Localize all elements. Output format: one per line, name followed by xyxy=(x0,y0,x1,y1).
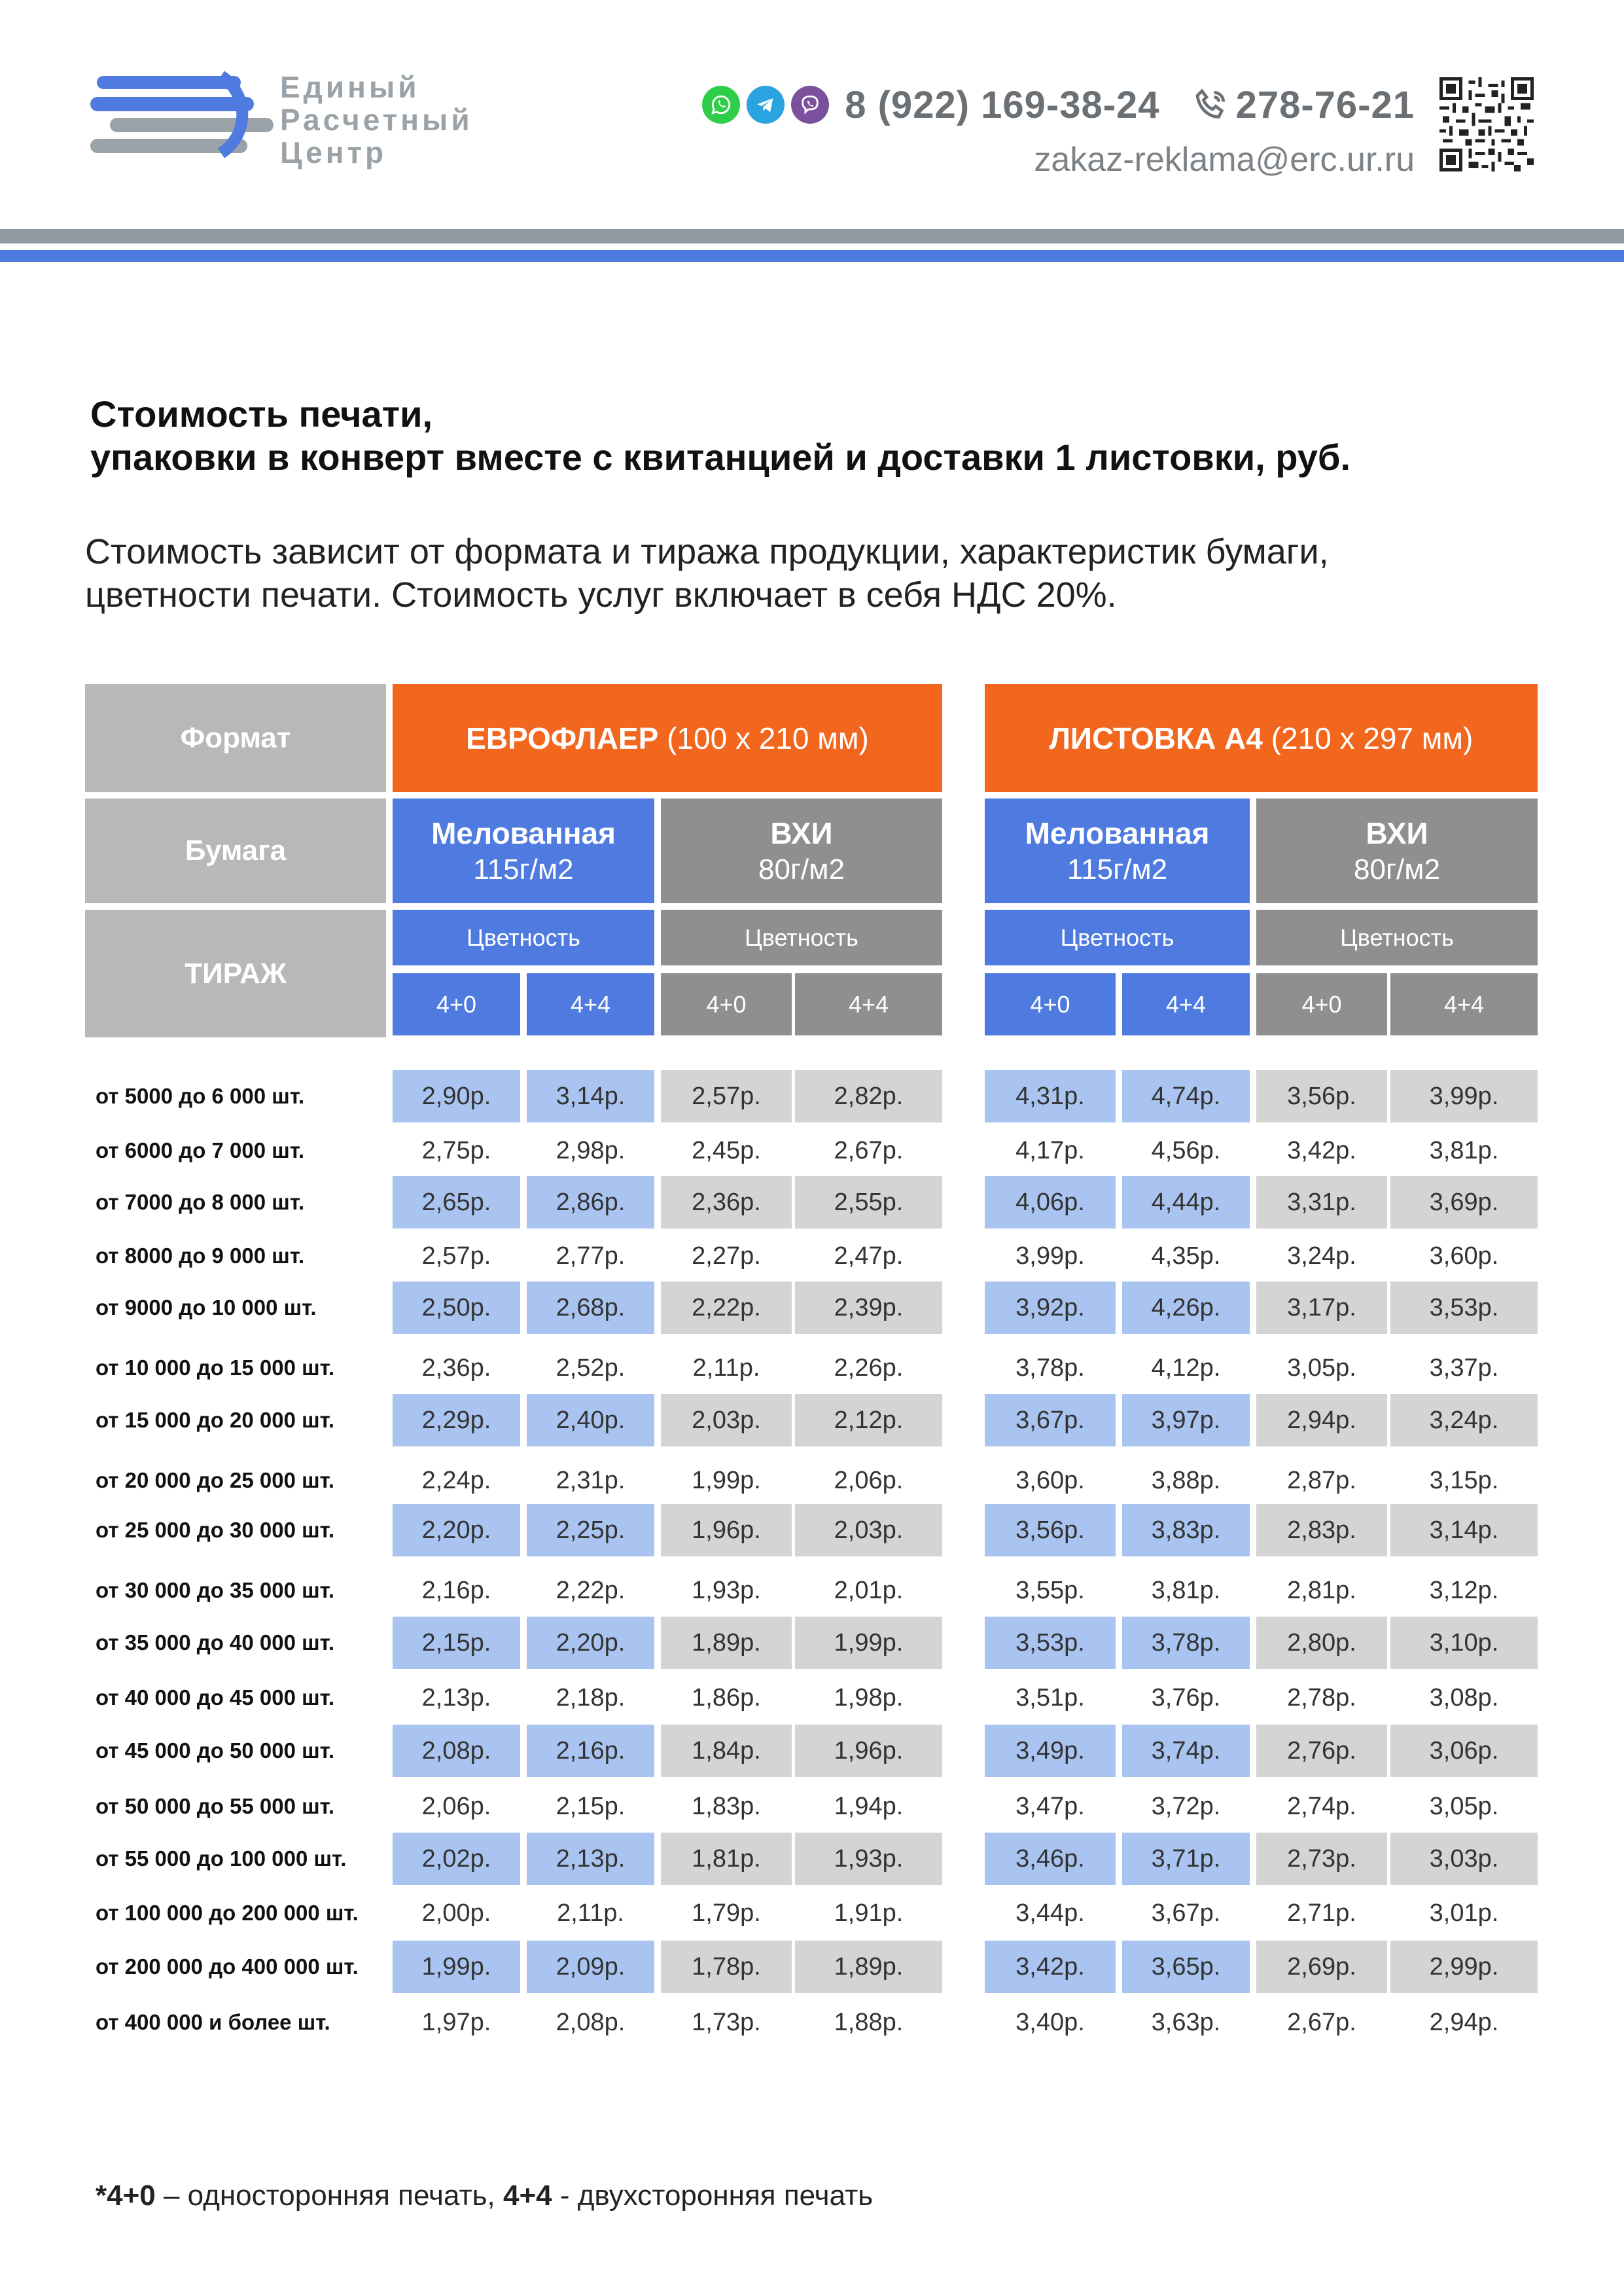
paper-weight: 80г/м2 xyxy=(758,853,845,886)
price-cell: 2,36р. xyxy=(661,1176,792,1229)
price-cell: 3,14р. xyxy=(527,1070,654,1122)
price-cell: 2,73р. xyxy=(1256,1833,1387,1885)
price-cell: 2,13р. xyxy=(421,1683,491,1712)
price-cell: 3,37р. xyxy=(1429,1354,1499,1382)
price-cell: 4,44р. xyxy=(1122,1176,1250,1229)
paper-weight: 115г/м2 xyxy=(473,853,574,886)
price-cell: 3,12р. xyxy=(1429,1576,1499,1604)
price-cell: 2,22р. xyxy=(556,1576,626,1604)
price-cell: 3,53р. xyxy=(985,1617,1116,1669)
price-cell: 4,26р. xyxy=(1122,1282,1250,1334)
header-color-label: Цветность xyxy=(393,910,654,965)
price-cell: 3,46р. xyxy=(985,1833,1116,1885)
subtitle-line: цветности печати. Стоимость услуг включает в себя НДС 20%. xyxy=(85,575,1117,615)
footnote-double-mark: 4+4 xyxy=(503,2179,552,2212)
price-cell: 2,52р. xyxy=(556,1354,626,1382)
price-cell: 3,24р. xyxy=(1390,1394,1538,1446)
email-link[interactable]: zakaz-reklama@erc.ur.ru xyxy=(1034,141,1415,179)
price-cell: 3,53р. xyxy=(1390,1282,1538,1334)
price-cell: 2,06р. xyxy=(834,1466,904,1494)
price-cell: 2,57р. xyxy=(421,1242,491,1270)
price-cell: 3,78р. xyxy=(1122,1617,1250,1669)
price-cell: 1,83р. xyxy=(692,1792,761,1820)
price-cell: 3,99р. xyxy=(1015,1242,1085,1270)
header-divider-blue xyxy=(0,250,1624,262)
paper-name: ВХИ xyxy=(770,816,833,850)
price-cell: 1,97р. xyxy=(421,2008,491,2036)
price-cell: 1,93р. xyxy=(795,1833,942,1885)
price-cell: 3,72р. xyxy=(1151,1792,1221,1820)
price-cell: 3,14р. xyxy=(1390,1504,1538,1556)
price-cell: 3,60р. xyxy=(1015,1466,1085,1494)
row-label: от 5000 до 6 000 шт. xyxy=(96,1084,305,1108)
header-divider-gray xyxy=(0,229,1624,243)
format-euroflyer-size: (100 х 210 мм) xyxy=(667,721,869,755)
price-cell: 3,63р. xyxy=(1151,2008,1221,2036)
row-label: от 55 000 до 100 000 шт. xyxy=(96,1846,347,1871)
row-label: от 400 000 и более шт. xyxy=(96,2010,330,2034)
price-cell: 4,31р. xyxy=(985,1070,1116,1122)
price-cell: 2,94р. xyxy=(1429,2008,1499,2036)
price-cell: 3,03р. xyxy=(1390,1833,1538,1885)
price-cell: 1,99р. xyxy=(692,1466,761,1494)
price-cell: 3,81р. xyxy=(1429,1136,1499,1164)
row-label: от 35 000 до 40 000 шт. xyxy=(96,1630,335,1655)
price-cell: 1,96р. xyxy=(795,1725,942,1777)
price-cell: 2,18р. xyxy=(556,1683,626,1712)
row-label: от 10 000 до 15 000 шт. xyxy=(96,1355,335,1380)
price-cell: 2,11р. xyxy=(557,1899,624,1927)
price-cell: 3,47р. xyxy=(1015,1792,1085,1820)
price-cell: 3,78р. xyxy=(1015,1354,1085,1382)
subtitle-line: Стоимость зависит от формата и тиража продукции, характеристик бумаги, xyxy=(85,532,1329,571)
price-cell: 3,10р. xyxy=(1390,1617,1538,1669)
price-cell: 3,60р. xyxy=(1429,1242,1499,1270)
price-cell: 2,83р. xyxy=(1256,1504,1387,1556)
price-cell: 2,27р. xyxy=(692,1242,761,1270)
price-cell: 3,74р. xyxy=(1122,1725,1250,1777)
paper-name: ВХИ xyxy=(1366,816,1428,850)
price-cell: 1,91р. xyxy=(834,1899,904,1927)
price-cell: 2,69р. xyxy=(1256,1941,1387,1993)
header-run-label: ТИРАЖ xyxy=(85,910,386,1037)
price-cell: 2,16р. xyxy=(527,1725,654,1777)
price-cell: 2,67р. xyxy=(1287,2008,1356,2036)
header-paper-offset-euro xyxy=(661,798,942,903)
title-line: упаковки в конверт вместе с квитанцией и доставки 1 листовки, руб. xyxy=(90,437,1351,478)
price-cell: 3,42р. xyxy=(1287,1136,1356,1164)
price-cell: 1,96р. xyxy=(661,1504,792,1556)
price-cell: 3,99р. xyxy=(1390,1070,1538,1122)
price-cell: 2,50р. xyxy=(393,1282,520,1334)
paper-weight: 115г/м2 xyxy=(1067,853,1168,886)
header-color-label: Цветность xyxy=(1256,910,1538,965)
price-cell: 2,11р. xyxy=(692,1354,760,1382)
row-label: от 30 000 до 35 000 шт. xyxy=(96,1578,335,1602)
page-title xyxy=(90,393,1350,479)
viber-icon[interactable] xyxy=(791,86,829,124)
price-cell: 2,57р. xyxy=(661,1070,792,1122)
price-cell: 3,24р. xyxy=(1287,1242,1356,1270)
price-cell: 1,89р. xyxy=(661,1617,792,1669)
price-cell: 3,51р. xyxy=(1015,1683,1085,1712)
price-cell: 3,88р. xyxy=(1151,1466,1221,1494)
row-label: от 25 000 до 30 000 шт. xyxy=(96,1518,335,1542)
footnote xyxy=(96,2179,873,2212)
price-cell: 3,67р. xyxy=(1151,1899,1221,1927)
telegram-icon[interactable] xyxy=(747,86,785,124)
price-cell: 1,99р. xyxy=(795,1617,942,1669)
header-mode-single: 4+0 xyxy=(1256,973,1387,1035)
paper-weight: 80г/м2 xyxy=(1354,853,1440,886)
contacts xyxy=(702,79,1415,179)
price-cell: 3,97р. xyxy=(1122,1394,1250,1446)
price-cell: 3,55р. xyxy=(1015,1576,1085,1604)
price-cell: 2,02р. xyxy=(393,1833,520,1885)
price-cell: 2,09р. xyxy=(527,1941,654,1993)
price-cell: 3,56р. xyxy=(985,1504,1116,1556)
price-cell: 2,55р. xyxy=(795,1176,942,1229)
price-cell: 3,06р. xyxy=(1390,1725,1538,1777)
price-cell: 2,31р. xyxy=(556,1466,626,1494)
price-cell: 2,67р. xyxy=(834,1136,904,1164)
row-label: от 100 000 до 200 000 шт. xyxy=(96,1901,359,1925)
header-mode-double: 4+4 xyxy=(1122,973,1250,1035)
price-cell: 1,88р. xyxy=(834,2008,904,2036)
row-label: от 50 000 до 55 000 шт. xyxy=(96,1794,335,1818)
row-label: от 8000 до 9 000 шт. xyxy=(96,1244,305,1268)
price-cell: 3,65р. xyxy=(1122,1941,1250,1993)
row-label: от 7000 до 8 000 шт. xyxy=(96,1190,305,1214)
header-mode-double: 4+4 xyxy=(527,973,654,1035)
header-paper-label: Бумага xyxy=(85,798,386,903)
price-cell: 1,89р. xyxy=(795,1941,942,1993)
price-cell: 4,12р. xyxy=(1151,1354,1221,1382)
price-cell: 2,24р. xyxy=(421,1466,491,1494)
header-color-label: Цветность xyxy=(985,910,1250,965)
phone-city[interactable]: 278-76-21 xyxy=(1235,83,1415,126)
price-cell: 1,93р. xyxy=(692,1576,761,1604)
price-cell: 2,40р. xyxy=(527,1394,654,1446)
price-cell: 2,15р. xyxy=(393,1617,520,1669)
price-cell: 3,08р. xyxy=(1429,1683,1499,1712)
price-cell: 2,03р. xyxy=(795,1504,942,1556)
footnote-double-text: - двухсторонняя печать xyxy=(552,2179,874,2212)
price-cell: 3,05р. xyxy=(1429,1792,1499,1820)
format-a4-size: (210 х 297 мм) xyxy=(1271,721,1474,755)
price-cell: 2,80р. xyxy=(1256,1617,1387,1669)
header-format-euroflyer xyxy=(393,684,942,792)
qr-code-icon xyxy=(1439,77,1534,171)
price-cell: 3,56р. xyxy=(1256,1070,1387,1122)
logo-text xyxy=(280,71,473,169)
header-mode-single: 4+0 xyxy=(985,973,1116,1035)
price-cell: 4,17р. xyxy=(1015,1136,1085,1164)
price-cell: 3,42р. xyxy=(985,1941,1116,1993)
paper-name: Мелованная xyxy=(431,816,616,850)
price-cell: 4,74р. xyxy=(1122,1070,1250,1122)
header-paper-coated-euro xyxy=(393,798,654,903)
price-cell: 2,06р. xyxy=(421,1792,491,1820)
price-cell: 3,01р. xyxy=(1429,1899,1499,1927)
price-cell: 2,25р. xyxy=(527,1504,654,1556)
header-format-a4 xyxy=(985,684,1538,792)
price-cell: 4,35р. xyxy=(1151,1242,1221,1270)
header-color-label: Цветность xyxy=(661,910,942,965)
price-cell: 1,84р. xyxy=(661,1725,792,1777)
header-mode-single: 4+0 xyxy=(393,973,520,1035)
price-cell: 2,90р. xyxy=(393,1070,520,1122)
price-cell: 2,75р. xyxy=(421,1136,491,1164)
logo-line: Расчетный xyxy=(280,103,473,137)
price-cell: 3,92р. xyxy=(985,1282,1116,1334)
price-cell: 1,86р. xyxy=(692,1683,761,1712)
price-cell: 2,26р. xyxy=(834,1354,904,1382)
price-cell: 4,06р. xyxy=(985,1176,1116,1229)
price-cell: 2,94р. xyxy=(1256,1394,1387,1446)
price-cell: 1,99р. xyxy=(393,1941,520,1993)
price-cell: 2,74р. xyxy=(1287,1792,1356,1820)
header-paper-offset-a4 xyxy=(1256,798,1538,903)
row-label: от 45 000 до 50 000 шт. xyxy=(96,1738,335,1763)
price-cell: 1,94р. xyxy=(834,1792,904,1820)
price-cell: 2,00р. xyxy=(421,1899,491,1927)
price-cell: 1,78р. xyxy=(661,1941,792,1993)
price-cell: 2,81р. xyxy=(1287,1576,1356,1604)
price-cell: 2,86р. xyxy=(527,1176,654,1229)
footnote-single-mark: *4+0 xyxy=(96,2179,156,2212)
price-cell: 2,03р. xyxy=(661,1394,792,1446)
price-cell: 3,40р. xyxy=(1015,2008,1085,2036)
header-format-label: Формат xyxy=(85,684,386,792)
price-cell: 2,29р. xyxy=(393,1394,520,1446)
price-cell: 1,73р. xyxy=(692,2008,761,2036)
price-cell: 3,05р. xyxy=(1287,1354,1356,1382)
whatsapp-icon[interactable] xyxy=(702,86,740,124)
price-cell: 2,68р. xyxy=(527,1282,654,1334)
price-cell: 3,15р. xyxy=(1429,1466,1499,1494)
row-label: от 40 000 до 45 000 шт. xyxy=(96,1685,335,1710)
price-cell: 2,36р. xyxy=(421,1354,491,1382)
price-cell: 2,13р. xyxy=(527,1833,654,1885)
price-cell: 3,67р. xyxy=(985,1394,1116,1446)
price-cell: 3,31р. xyxy=(1256,1176,1387,1229)
header-mode-double: 4+4 xyxy=(795,973,942,1035)
row-label: от 6000 до 7 000 шт. xyxy=(96,1138,305,1162)
row-label: от 9000 до 10 000 шт. xyxy=(96,1295,317,1319)
price-cell: 2,45р. xyxy=(692,1136,761,1164)
price-cell: 2,71р. xyxy=(1287,1899,1356,1927)
price-cell: 2,65р. xyxy=(393,1176,520,1229)
header-paper-coated-a4 xyxy=(985,798,1250,903)
price-cell: 2,47р. xyxy=(834,1242,904,1270)
phone-icon xyxy=(1193,86,1229,123)
price-cell: 3,81р. xyxy=(1151,1576,1221,1604)
row-label: от 200 000 до 400 000 шт. xyxy=(96,1954,359,1979)
price-cell: 2,08р. xyxy=(556,2008,626,2036)
price-cell: 2,39р. xyxy=(795,1282,942,1334)
price-cell: 3,71р. xyxy=(1122,1833,1250,1885)
title-line: Стоимость печати, xyxy=(90,393,433,435)
paper-name: Мелованная xyxy=(1025,816,1210,850)
price-cell: 2,82р. xyxy=(795,1070,942,1122)
price-cell: 2,15р. xyxy=(556,1792,626,1820)
price-cell: 2,20р. xyxy=(393,1504,520,1556)
price-cell: 2,99р. xyxy=(1390,1941,1538,1993)
page-subtitle xyxy=(85,530,1329,617)
row-label: от 20 000 до 25 000 шт. xyxy=(96,1468,335,1492)
price-cell: 2,78р. xyxy=(1287,1683,1356,1712)
logo xyxy=(90,71,496,169)
footnote-single-text: – односторонняя печать, xyxy=(155,2179,503,2212)
price-cell: 2,08р. xyxy=(393,1725,520,1777)
price-cell: 2,76р. xyxy=(1256,1725,1387,1777)
price-cell: 3,76р. xyxy=(1151,1683,1221,1712)
header-mode-double: 4+4 xyxy=(1390,973,1538,1035)
price-cell: 3,69р. xyxy=(1390,1176,1538,1229)
logo-line: Единый xyxy=(280,70,420,104)
logo-mark-icon xyxy=(90,71,287,169)
price-cell: 2,16р. xyxy=(421,1576,491,1604)
price-cell: 2,87р. xyxy=(1287,1466,1356,1494)
price-cell: 2,01р. xyxy=(834,1576,904,1604)
price-cell: 2,22р. xyxy=(661,1282,792,1334)
format-a4-name: ЛИСТОВКА А4 xyxy=(1049,721,1263,755)
row-label: от 15 000 до 20 000 шт. xyxy=(96,1408,335,1432)
header-mode-single: 4+0 xyxy=(661,973,792,1035)
price-cell: 2,12р. xyxy=(795,1394,942,1446)
price-cell: 2,77р. xyxy=(556,1242,626,1270)
phone-mobile[interactable]: 8 (922) 169-38-24 xyxy=(845,83,1160,126)
logo-line: Центр xyxy=(280,135,387,170)
price-cell: 3,17р. xyxy=(1256,1282,1387,1334)
price-cell: 3,44р. xyxy=(1015,1899,1085,1927)
price-cell: 2,20р. xyxy=(527,1617,654,1669)
price-cell: 4,56р. xyxy=(1151,1136,1221,1164)
price-cell: 1,81р. xyxy=(661,1833,792,1885)
price-cell: 2,98р. xyxy=(556,1136,626,1164)
price-cell: 3,83р. xyxy=(1122,1504,1250,1556)
format-euroflyer-name: ЕВРОФЛАЕР xyxy=(466,721,659,755)
price-cell: 3,49р. xyxy=(985,1725,1116,1777)
price-cell: 1,98р. xyxy=(834,1683,904,1712)
price-cell: 1,79р. xyxy=(692,1899,761,1927)
